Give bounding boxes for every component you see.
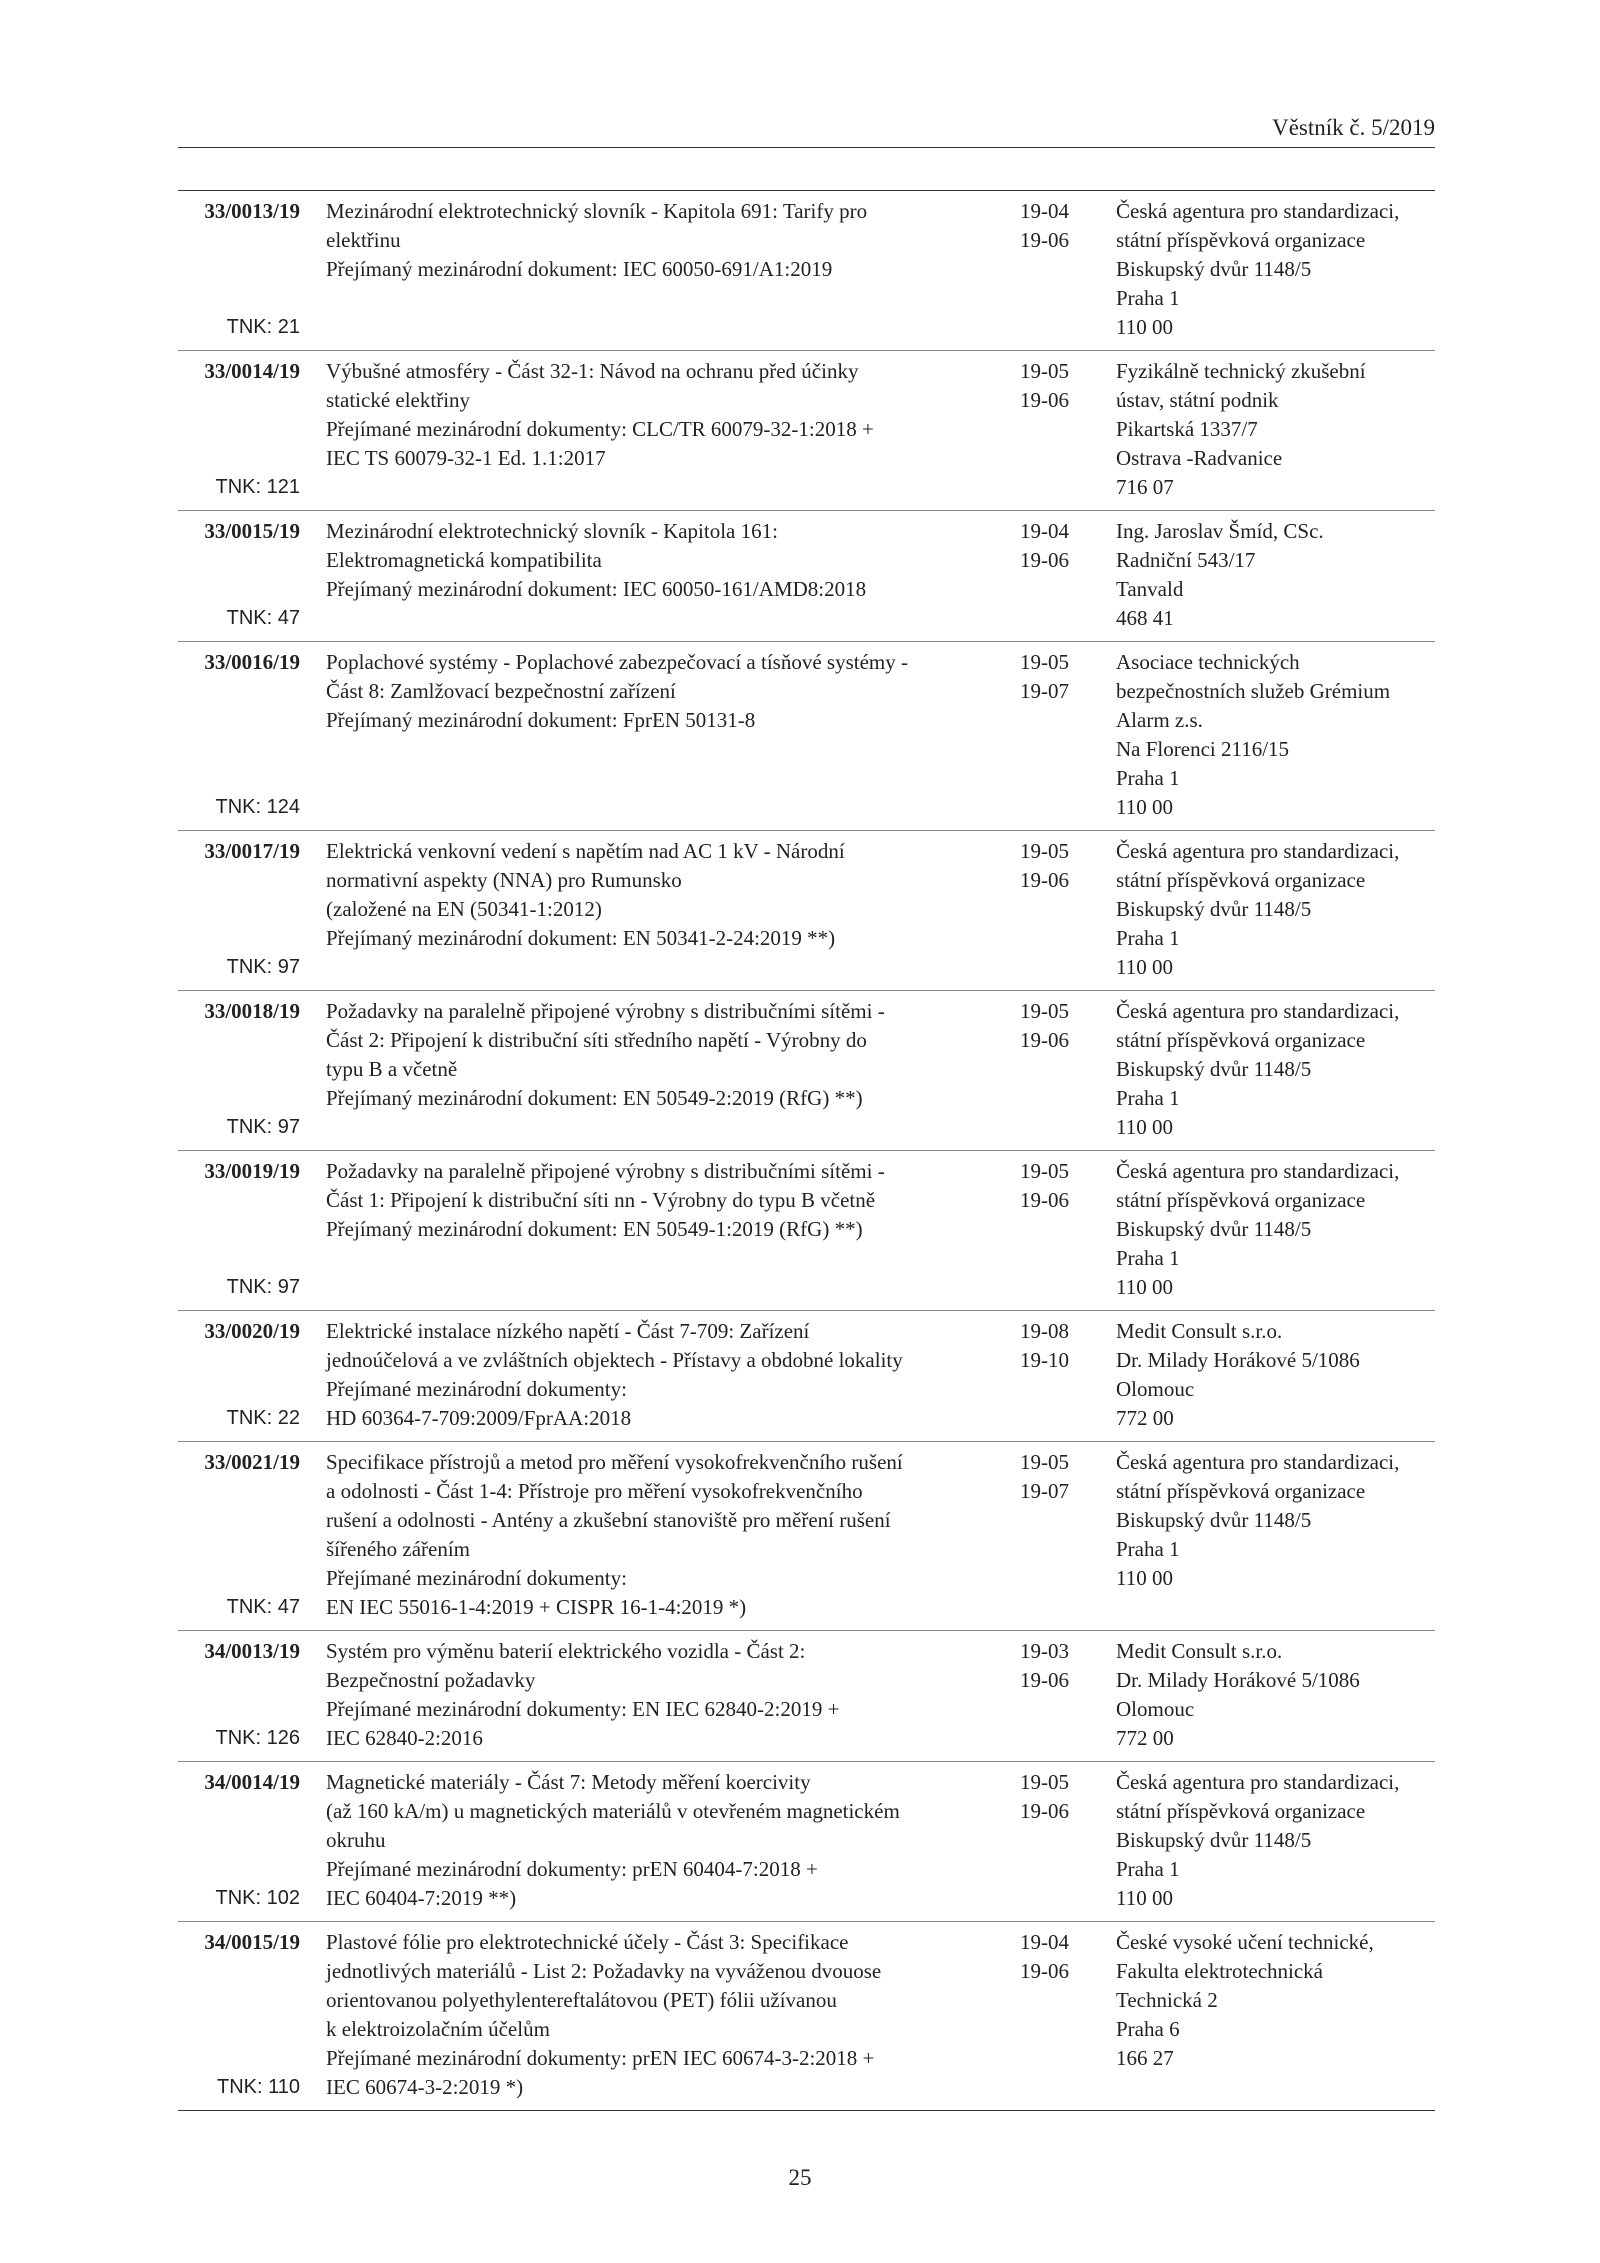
entry-org-cell — [1108, 648, 1435, 822]
title-line: šířeného zářením — [326, 1537, 471, 1561]
title-line: Přejímaný mezinárodní dokument: EN 50549-1:2019 (RfG) **) — [326, 1217, 863, 1241]
title-line: IEC 62840-2:2016 — [326, 1726, 483, 1750]
date-line: 19-05 — [1020, 359, 1069, 383]
entry-number: 34/0014/19 — [204, 1770, 300, 1794]
date-line: 19-07 — [1020, 1479, 1069, 1503]
entry-dates-cell — [1012, 517, 1108, 633]
title-line: IEC TS 60079-32-1 Ed. 1.1:2017 — [326, 446, 606, 470]
entry-dates-cell — [1012, 648, 1108, 822]
table-row — [178, 991, 1435, 1151]
table-row — [178, 1311, 1435, 1442]
entry-org-cell — [1108, 1637, 1435, 1753]
entry-number: 33/0021/19 — [204, 1450, 300, 1474]
org-line: 110 00 — [1116, 1566, 1173, 1590]
entry-org-cell — [1108, 997, 1435, 1142]
org-line: Praha 6 — [1116, 2017, 1180, 2041]
title-line: Přejímané mezinárodní dokumenty: — [326, 1566, 627, 1590]
org-line: 468 41 — [1116, 606, 1174, 630]
entry-title-cell — [318, 997, 1012, 1142]
entry-title-cell — [318, 1768, 1012, 1913]
date-line: 19-05 — [1020, 1450, 1069, 1474]
org-line: státní příspěvková organizace — [1116, 1028, 1366, 1052]
entry-title-cell — [318, 1637, 1012, 1753]
date-line: 19-05 — [1020, 839, 1069, 863]
entry-title-cell — [318, 648, 1012, 822]
title-line: Přejímaný mezinárodní dokument: EN 50549-2:2019 (RfG) **) — [326, 1086, 863, 1110]
title-line: Mezinárodní elektrotechnický slovník - Kapitola 161: — [326, 519, 778, 543]
title-line: IEC 60404-7:2019 **) — [326, 1886, 517, 1910]
entry-title-cell — [318, 517, 1012, 633]
date-line: 19-06 — [1020, 1668, 1069, 1692]
tnk-label: TNK: 97 — [226, 1116, 300, 1138]
title-line: Bezpečnostní požadavky — [326, 1668, 536, 1692]
entry-id-cell — [178, 197, 318, 342]
title-line: typu B a včetně — [326, 1057, 458, 1081]
title-line: Část 2: Připojení k distribuční síti středního napětí - Výrobny do — [326, 1028, 867, 1052]
entry-id-cell — [178, 1637, 318, 1753]
entry-id-cell — [178, 1768, 318, 1913]
tnk-label: TNK: 124 — [215, 796, 300, 818]
title-line: Mezinárodní elektrotechnický slovník - Kapitola 691: Tarify pro — [326, 199, 868, 223]
entry-id-cell — [178, 1928, 318, 2102]
entry-id-cell — [178, 1157, 318, 1302]
title-line: Přejímané mezinárodní dokumenty: prEN 60404-7:2018 + — [326, 1857, 818, 1881]
title-line: Přejímaný mezinárodní dokument: IEC 60050-691/A1:2019 — [326, 257, 833, 281]
org-line: Ing. Jaroslav Šmíd, CSc. — [1116, 519, 1324, 543]
org-line: Radniční 543/17 — [1116, 548, 1256, 572]
org-line: Biskupský dvůr 1148/5 — [1116, 257, 1312, 281]
date-line: 19-06 — [1020, 868, 1069, 892]
table-row — [178, 191, 1435, 351]
org-line: ústav, státní podnik — [1116, 388, 1279, 412]
date-line: 19-10 — [1020, 1348, 1069, 1372]
org-line: České vysoké učení technické, — [1116, 1930, 1374, 1954]
entry-title-cell — [318, 357, 1012, 502]
org-line: Praha 1 — [1116, 1537, 1180, 1561]
org-line: Technická 2 — [1116, 1988, 1218, 2012]
date-line: 19-06 — [1020, 388, 1069, 412]
title-line: Přejímané mezinárodní dokumenty: EN IEC 62840-2:2019 + — [326, 1697, 840, 1721]
org-line: Biskupský dvůr 1148/5 — [1116, 1828, 1312, 1852]
title-line: elektřinu — [326, 228, 401, 252]
org-line: Praha 1 — [1116, 286, 1180, 310]
entry-title-cell — [318, 1928, 1012, 2102]
entry-number: 34/0013/19 — [204, 1639, 300, 1663]
date-line: 19-06 — [1020, 1799, 1069, 1823]
title-line: Elektromagnetická kompatibilita — [326, 548, 602, 572]
date-line: 19-04 — [1020, 519, 1069, 543]
org-line: státní příspěvková organizace — [1116, 1188, 1366, 1212]
org-line: 716 07 — [1116, 475, 1174, 499]
title-line: k elektroizolačním účelům — [326, 2017, 550, 2041]
entry-dates-cell — [1012, 1157, 1108, 1302]
org-line: Praha 1 — [1116, 926, 1180, 950]
entry-id-cell — [178, 517, 318, 633]
entry-org-cell — [1108, 837, 1435, 982]
org-line: 110 00 — [1116, 955, 1173, 979]
tnk-label: TNK: 47 — [226, 607, 300, 629]
title-line: Část 1: Připojení k distribuční síti nn - Výrobny do typu B včetně — [326, 1188, 876, 1212]
org-line: Praha 1 — [1116, 1857, 1180, 1881]
org-line: Biskupský dvůr 1148/5 — [1116, 1508, 1312, 1532]
page-header — [178, 112, 1435, 148]
entry-id-cell — [178, 357, 318, 502]
title-line: Poplachové systémy - Poplachové zabezpečovací a tísňové systémy - — [326, 650, 908, 674]
title-line: Část 8: Zamlžovací bezpečnostní zařízení — [326, 679, 676, 703]
entry-dates-cell — [1012, 837, 1108, 982]
entry-number: 33/0017/19 — [204, 839, 300, 863]
org-line: Fakulta elektrotechnická — [1116, 1959, 1323, 1983]
title-line: Přejímané mezinárodní dokumenty: — [326, 1377, 627, 1401]
tnk-label: TNK: 110 — [217, 2076, 300, 2098]
date-line: 19-06 — [1020, 1188, 1069, 1212]
table-row — [178, 1922, 1435, 2110]
entry-id-cell — [178, 1317, 318, 1433]
entry-title-cell — [318, 1157, 1012, 1302]
title-line: okruhu — [326, 1828, 386, 1852]
title-line: Požadavky na paralelně připojené výrobny s distribučními sítěmi - — [326, 1159, 885, 1183]
org-line: Česká agentura pro standardizaci, — [1116, 199, 1400, 223]
org-line: Medit Consult s.r.o. — [1116, 1639, 1283, 1663]
org-line: Alarm z.s. — [1116, 708, 1203, 732]
org-line: Dr. Milady Horákové 5/1086 — [1116, 1348, 1360, 1372]
tnk-label: TNK: 102 — [215, 1887, 300, 1909]
org-line: 110 00 — [1116, 315, 1173, 339]
title-line: orientovanou polyethylentereftalátovou (PET) fólii užívanou — [326, 1988, 837, 2012]
org-line: Praha 1 — [1116, 1246, 1180, 1270]
date-line: 19-08 — [1020, 1319, 1069, 1343]
org-line: Medit Consult s.r.o. — [1116, 1319, 1283, 1343]
entry-number: 33/0016/19 — [204, 650, 300, 674]
org-line: Praha 1 — [1116, 1086, 1180, 1110]
date-line: 19-04 — [1020, 1930, 1069, 1954]
date-line: 19-06 — [1020, 548, 1069, 572]
entry-title-cell — [318, 837, 1012, 982]
org-line: Pikartská 1337/7 — [1116, 417, 1258, 441]
title-line: Elektrické instalace nízkého napětí - Část 7-709: Zařízení — [326, 1319, 810, 1343]
standards-table — [178, 190, 1435, 2111]
date-line: 19-05 — [1020, 1159, 1069, 1183]
entry-id-cell — [178, 837, 318, 982]
entry-dates-cell — [1012, 1448, 1108, 1622]
entry-title-cell — [318, 1317, 1012, 1433]
table-row — [178, 1762, 1435, 1922]
title-line: rušení a odolnosti - Antény a zkušební stanoviště pro měření rušení — [326, 1508, 891, 1532]
tnk-label: TNK: 47 — [226, 1596, 300, 1618]
entry-number: 33/0019/19 — [204, 1159, 300, 1183]
table-row — [178, 642, 1435, 831]
entry-org-cell — [1108, 1768, 1435, 1913]
org-line: Biskupský dvůr 1148/5 — [1116, 1217, 1312, 1241]
title-line: Přejímané mezinárodní dokumenty: prEN IEC 60674-3-2:2018 + — [326, 2046, 875, 2070]
title-line: EN IEC 55016-1-4:2019 + CISPR 16-1-4:2019 *) — [326, 1595, 747, 1619]
title-line: HD 60364-7-709:2009/FprAA:2018 — [326, 1406, 632, 1430]
entry-org-cell — [1108, 1317, 1435, 1433]
entry-org-cell — [1108, 1448, 1435, 1622]
org-line: Česká agentura pro standardizaci, — [1116, 1450, 1400, 1474]
entry-title-cell — [318, 197, 1012, 342]
title-line: Magnetické materiály - Část 7: Metody měření koercivity — [326, 1770, 811, 1794]
date-line: 19-04 — [1020, 199, 1069, 223]
org-line: 110 00 — [1116, 1275, 1173, 1299]
title-line: Přejímaný mezinárodní dokument: IEC 60050-161/AMD8:2018 — [326, 577, 867, 601]
entry-dates-cell — [1012, 357, 1108, 502]
org-line: 110 00 — [1116, 795, 1173, 819]
org-line: Fyzikálně technický zkušební — [1116, 359, 1366, 383]
entry-number: 33/0020/19 — [204, 1319, 300, 1343]
org-line: Na Florenci 2116/15 — [1116, 737, 1290, 761]
table-row — [178, 1631, 1435, 1762]
org-line: Olomouc — [1116, 1377, 1195, 1401]
table-row — [178, 351, 1435, 511]
entry-dates-cell — [1012, 1317, 1108, 1433]
tnk-label: TNK: 21 — [226, 316, 300, 338]
title-line: IEC 60674-3-2:2019 *) — [326, 2075, 524, 2099]
date-line: 19-07 — [1020, 679, 1069, 703]
title-line: (založené na EN (50341-1:2012) — [326, 897, 602, 921]
org-line: Česká agentura pro standardizaci, — [1116, 999, 1400, 1023]
org-line: 166 27 — [1116, 2046, 1174, 2070]
org-line: 772 00 — [1116, 1406, 1174, 1430]
org-line: Asociace technických — [1116, 650, 1300, 674]
org-line: Ostrava -Radvanice — [1116, 446, 1283, 470]
entry-org-cell — [1108, 1928, 1435, 2102]
entry-number: 33/0014/19 — [204, 359, 300, 383]
entry-id-cell — [178, 1448, 318, 1622]
page-number: 25 — [788, 2165, 812, 2190]
org-line: státní příspěvková organizace — [1116, 1799, 1366, 1823]
org-line: 110 00 — [1116, 1115, 1173, 1139]
entry-id-cell — [178, 648, 318, 822]
date-line: 19-05 — [1020, 999, 1069, 1023]
title-line: a odolnosti - Část 1-4: Přístroje pro měření vysokofrekvenčního — [326, 1479, 863, 1503]
entry-org-cell — [1108, 357, 1435, 502]
org-line: státní příspěvková organizace — [1116, 868, 1366, 892]
org-line: Česká agentura pro standardizaci, — [1116, 839, 1400, 863]
entry-title-cell — [318, 1448, 1012, 1622]
table-row — [178, 1442, 1435, 1631]
table-row — [178, 831, 1435, 991]
org-line: 110 00 — [1116, 1886, 1173, 1910]
entry-number: 34/0015/19 — [204, 1930, 300, 1954]
org-line: 772 00 — [1116, 1726, 1174, 1750]
entry-org-cell — [1108, 1157, 1435, 1302]
org-line: Praha 1 — [1116, 766, 1180, 790]
title-line: jednoúčelová a ve zvláštních objektech - Přístavy a obdobné lokality — [326, 1348, 903, 1372]
tnk-label: TNK: 126 — [215, 1727, 300, 1749]
title-line: Přejímaný mezinárodní dokument: FprEN 50131-8 — [326, 708, 756, 732]
date-line: 19-05 — [1020, 650, 1069, 674]
org-line: Olomouc — [1116, 1697, 1195, 1721]
title-line: Požadavky na paralelně připojené výrobny s distribučními sítěmi - — [326, 999, 885, 1023]
entry-dates-cell — [1012, 997, 1108, 1142]
date-line: 19-06 — [1020, 1959, 1069, 1983]
entry-number: 33/0018/19 — [204, 999, 300, 1023]
title-line: normativní aspekty (NNA) pro Rumunsko — [326, 868, 682, 892]
entry-org-cell — [1108, 517, 1435, 633]
org-line: Česká agentura pro standardizaci, — [1116, 1770, 1400, 1794]
title-line: jednotlivých materiálů - List 2: Požadavky na vyváženou dvouose — [326, 1959, 882, 1983]
journal-title: Věstník č. 5/2019 — [1272, 115, 1435, 140]
entry-dates-cell — [1012, 197, 1108, 342]
tnk-label: TNK: 97 — [226, 1276, 300, 1298]
entry-dates-cell — [1012, 1928, 1108, 2102]
title-line: Specifikace přístrojů a metod pro měření vysokofrekvenčního rušení — [326, 1450, 903, 1474]
title-line: (až 160 kA/m) u magnetických materiálů v otevřeném magnetickém — [326, 1799, 900, 1823]
table-row — [178, 1151, 1435, 1311]
tnk-label: TNK: 97 — [226, 956, 300, 978]
entry-dates-cell — [1012, 1768, 1108, 1913]
date-line: 19-03 — [1020, 1639, 1069, 1663]
title-line: Plastové fólie pro elektrotechnické účely - Část 3: Specifikace — [326, 1930, 849, 1954]
entry-dates-cell — [1012, 1637, 1108, 1753]
entry-id-cell — [178, 997, 318, 1142]
entry-number: 33/0013/19 — [204, 199, 300, 223]
title-line: Přejímaný mezinárodní dokument: EN 50341-2-24:2019 **) — [326, 926, 836, 950]
org-line: Dr. Milady Horákové 5/1086 — [1116, 1668, 1360, 1692]
org-line: Tanvald — [1116, 577, 1184, 601]
org-line: státní příspěvková organizace — [1116, 228, 1366, 252]
entry-number: 33/0015/19 — [204, 519, 300, 543]
org-line: bezpečnostních služeb Grémium — [1116, 679, 1391, 703]
entry-org-cell — [1108, 197, 1435, 342]
org-line: Česká agentura pro standardizaci, — [1116, 1159, 1400, 1183]
table-row — [178, 511, 1435, 642]
title-line: Systém pro výměnu baterií elektrického vozidla - Část 2: — [326, 1639, 806, 1663]
tnk-label: TNK: 22 — [226, 1407, 300, 1429]
date-line: 19-06 — [1020, 228, 1069, 252]
title-line: Elektrická venkovní vedení s napětím nad AC 1 kV - Národní — [326, 839, 845, 863]
title-line: Výbušné atmosféry - Část 32-1: Návod na ochranu před účinky — [326, 359, 859, 383]
tnk-label: TNK: 121 — [215, 476, 300, 498]
org-line: státní příspěvková organizace — [1116, 1479, 1366, 1503]
org-line: Biskupský dvůr 1148/5 — [1116, 1057, 1312, 1081]
date-line: 19-05 — [1020, 1770, 1069, 1794]
org-line: Biskupský dvůr 1148/5 — [1116, 897, 1312, 921]
title-line: statické elektřiny — [326, 388, 471, 412]
date-line: 19-06 — [1020, 1028, 1069, 1052]
title-line: Přejímané mezinárodní dokumenty: CLC/TR 60079-32-1:2018 + — [326, 417, 874, 441]
